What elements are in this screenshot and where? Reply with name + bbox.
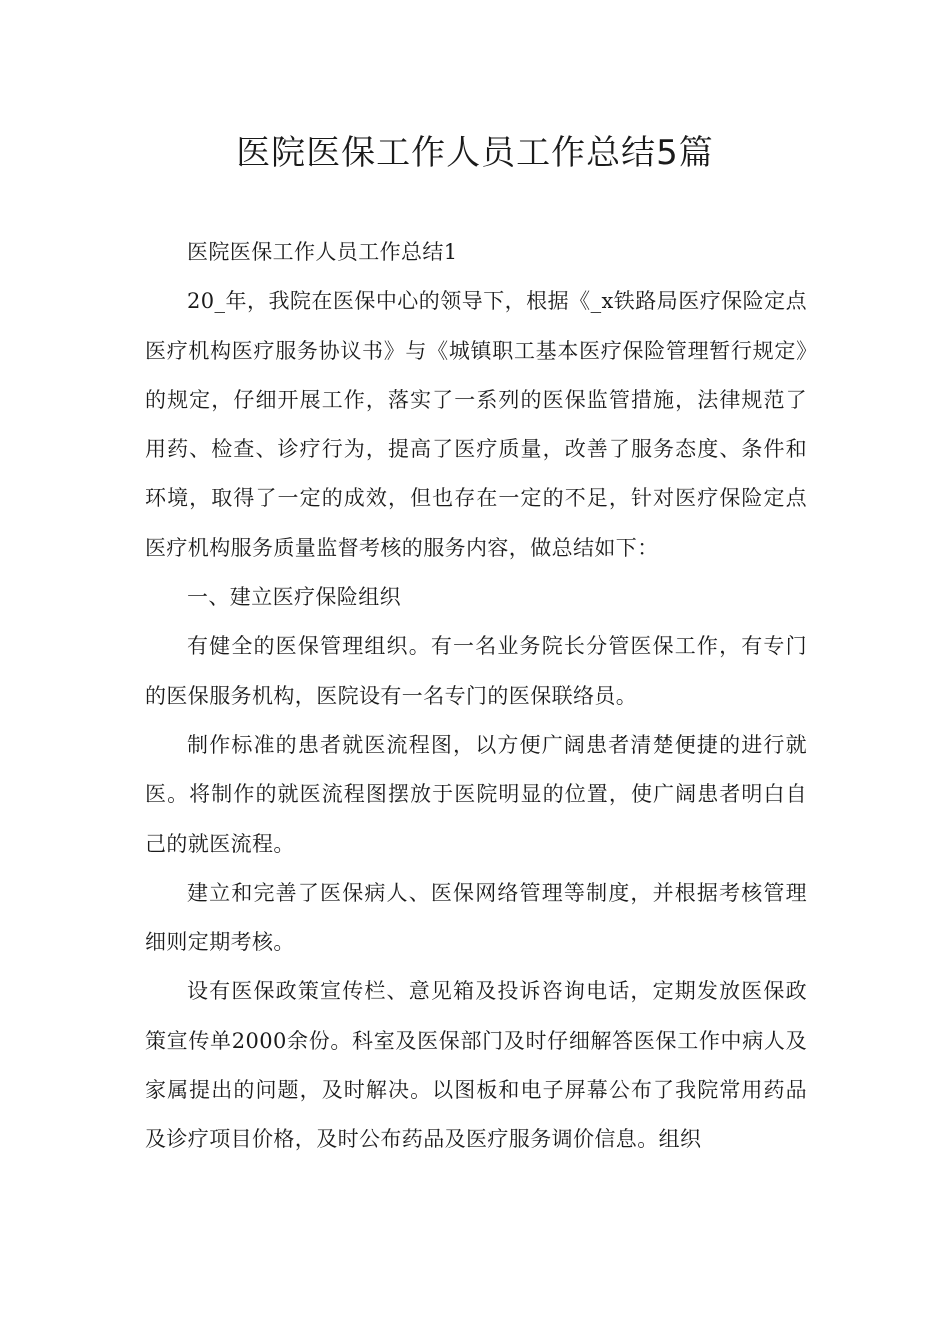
paragraph-organization: 有健全的医保管理组织。有一名业务院长分管医保工作，有专门的医保服务机构，医院设有一名专门的医保联络员。 [145, 634, 807, 708]
paragraph-publicity: 设有医保政策宣传栏、意见箱及投诉咨询电话，定期发放医保政策宣传单2000余份。科室及医保部门及时仔细解答医保工作中病人及家属提出的问题，及时解决。以图板和电子屏幕公布了我院常用药品及诊疗项目价格，及时公布药品及医疗服务调价信息。组织 [145, 979, 807, 1152]
section-heading-organization: 一、建立医疗保险组织 [187, 585, 401, 610]
document-body [145, 228, 807, 1165]
paragraph-management: 建立和完善了医保病人、医保网络管理等制度，并根据考核管理细则定期考核。 [145, 880, 807, 955]
paragraph-intro: 20_年，我院在医保中心的领导下，根据《_x铁路局医疗保险定点医疗机构医疗服务协议书》与《城镇职工基本医疗保险管理暂行规定》的规定，仔细开展工作，落实了一系列的医保监管措施，法律规范了用药、检查、诊疗行为，提高了医疗质量，改善了服务态度、条件和环境，取得了一定的成效，但也存在一定的不足，针对医疗保险定点医疗机构服务质量监督考核的服务内容，做总结如下： [145, 289, 807, 560]
document-title: 医院医保工作人员工作总结5篇 [236, 133, 714, 173]
section-heading-1: 医院医保工作人员工作总结1 [187, 240, 458, 264]
paragraph-flowchart: 制作标准的患者就医流程图，以方便广阔患者清楚便捷的进行就医。将制作的就医流程图摆放于医院明显的位置，使广阔患者明白自己的就医流程。 [145, 732, 807, 856]
